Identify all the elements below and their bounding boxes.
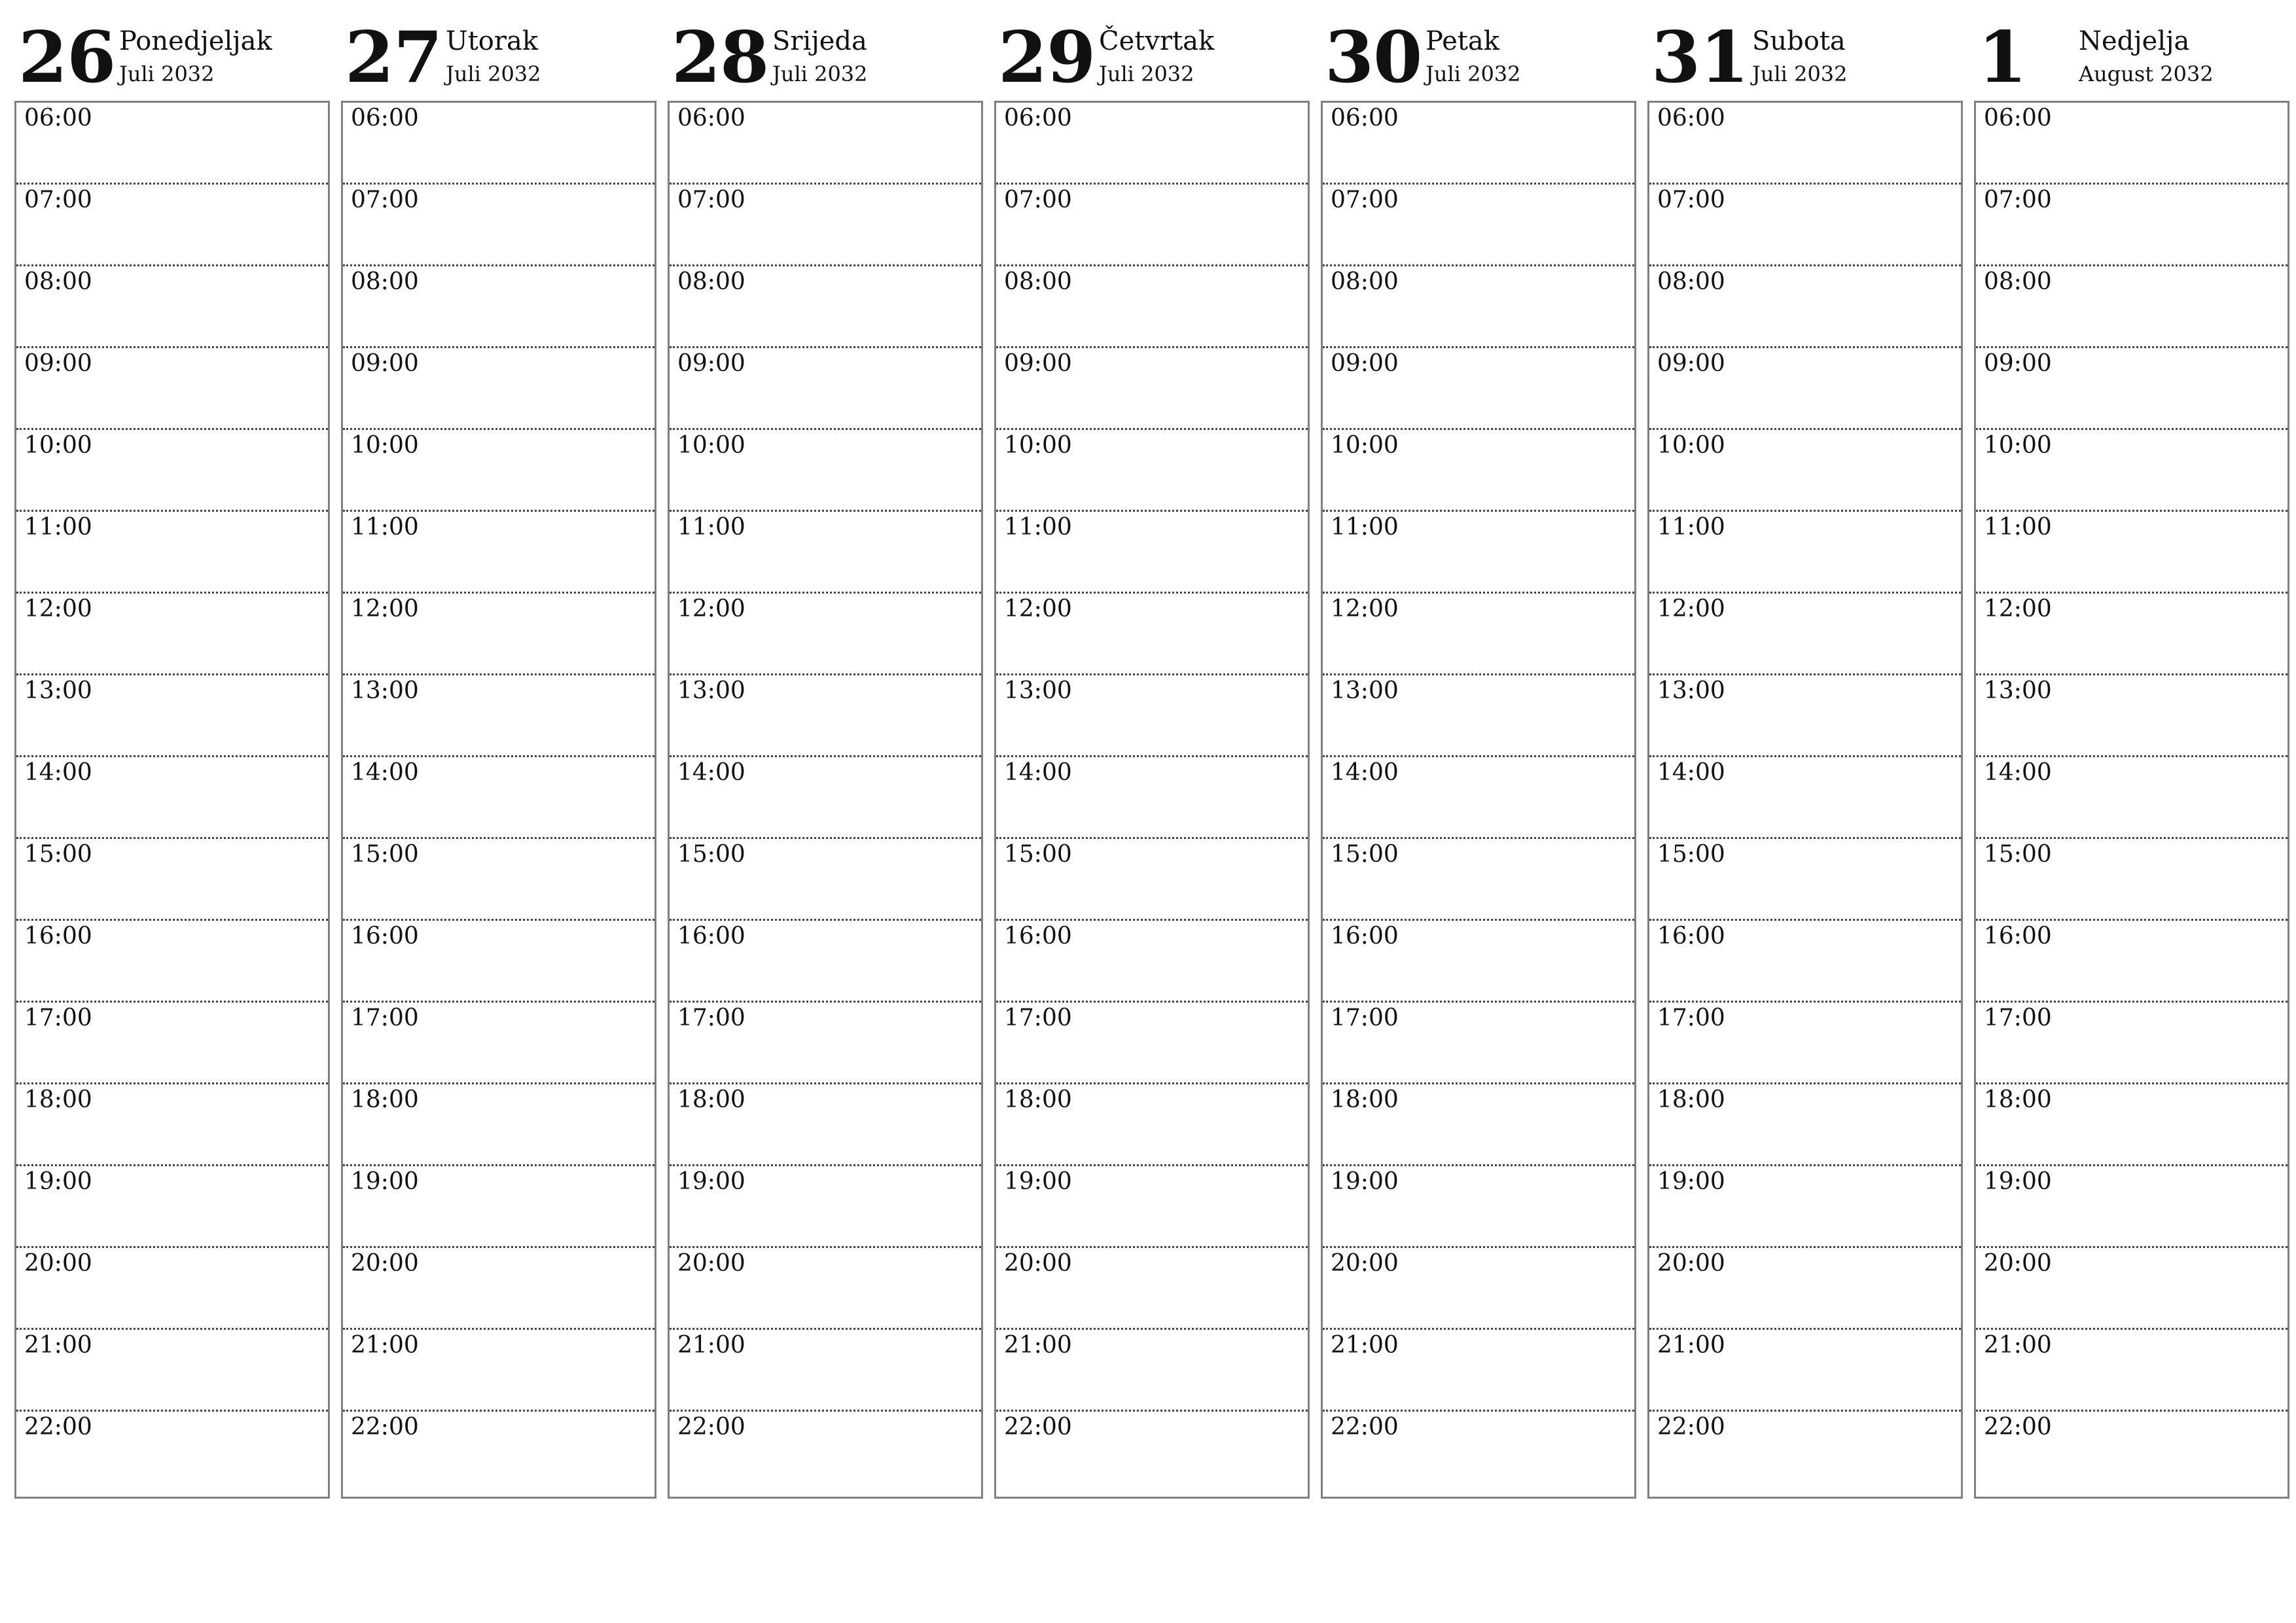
time-label: 19:00 — [677, 1168, 745, 1195]
time-label: 12:00 — [1657, 596, 1725, 622]
time-label: 21:00 — [1984, 1332, 2052, 1359]
day-name: Četvrtak — [1099, 26, 1215, 56]
day-header — [1647, 0, 1962, 101]
time-label: 14:00 — [1004, 759, 1072, 786]
day-column — [668, 0, 982, 1505]
time-label: 08:00 — [1331, 268, 1399, 295]
time-slot[interactable] — [996, 757, 1308, 839]
time-label: 08:00 — [351, 268, 419, 295]
time-slot[interactable] — [343, 430, 655, 512]
time-slot[interactable] — [16, 1412, 328, 1493]
time-label: 06:00 — [1984, 105, 2052, 132]
time-label: 11:00 — [677, 514, 745, 541]
time-slot[interactable] — [670, 430, 981, 512]
time-slot[interactable] — [1976, 1330, 2287, 1412]
day-number: 26 — [18, 16, 116, 99]
time-label: 19:00 — [24, 1168, 92, 1195]
time-label: 14:00 — [351, 759, 419, 786]
time-label: 10:00 — [1004, 432, 1072, 459]
time-slot[interactable] — [1976, 266, 2287, 348]
day-month-year: Juli 2032 — [1426, 62, 1521, 86]
time-label: 14:00 — [1657, 759, 1725, 786]
time-slot[interactable] — [670, 757, 981, 839]
day-number: 28 — [672, 16, 769, 99]
time-slot[interactable] — [1976, 185, 2287, 266]
time-label: 17:00 — [24, 1005, 92, 1031]
time-label: 12:00 — [1331, 596, 1399, 622]
time-label: 07:00 — [1331, 187, 1399, 213]
time-slot[interactable] — [670, 512, 981, 594]
time-label: 12:00 — [24, 596, 92, 622]
time-slot[interactable] — [1649, 1330, 1961, 1412]
time-slot[interactable] — [1976, 1166, 2287, 1248]
time-slot[interactable] — [343, 839, 655, 921]
time-slot[interactable] — [1323, 1248, 1634, 1330]
time-slot[interactable] — [1323, 266, 1634, 348]
time-slot[interactable] — [16, 594, 328, 675]
day-header — [668, 0, 982, 101]
time-slot[interactable] — [996, 1166, 1308, 1248]
time-slot[interactable] — [670, 594, 981, 675]
time-slot[interactable] — [16, 757, 328, 839]
time-slot[interactable] — [1649, 430, 1961, 512]
time-slot[interactable] — [1976, 1248, 2287, 1330]
time-label: 12:00 — [677, 596, 745, 622]
day-schedule-box — [341, 101, 656, 1499]
day-month-year: Juli 2032 — [119, 62, 215, 86]
time-slot[interactable] — [343, 594, 655, 675]
time-label: 11:00 — [24, 514, 92, 541]
time-label: 20:00 — [1004, 1250, 1072, 1277]
time-label: 11:00 — [1984, 514, 2052, 541]
time-slot[interactable] — [1323, 675, 1634, 757]
time-slot[interactable] — [1323, 839, 1634, 921]
time-label: 19:00 — [1331, 1168, 1399, 1195]
time-label: 14:00 — [1331, 759, 1399, 786]
time-slot[interactable] — [996, 1248, 1308, 1330]
time-slot[interactable] — [1323, 1084, 1634, 1166]
day-number: 29 — [998, 16, 1096, 99]
time-label: 10:00 — [1657, 432, 1725, 459]
time-slot[interactable] — [16, 1166, 328, 1248]
time-slot[interactable] — [670, 1166, 981, 1248]
time-label: 06:00 — [677, 105, 745, 132]
time-label: 22:00 — [24, 1414, 92, 1440]
time-slot[interactable] — [343, 512, 655, 594]
day-column — [1647, 0, 1962, 1505]
time-slot[interactable] — [1323, 594, 1634, 675]
time-label: 15:00 — [1657, 841, 1725, 868]
time-label: 06:00 — [1331, 105, 1399, 132]
time-slot[interactable] — [16, 348, 328, 430]
time-label: 19:00 — [1657, 1168, 1725, 1195]
day-month-year: Juli 2032 — [446, 62, 541, 86]
time-slot[interactable] — [996, 430, 1308, 512]
time-label: 21:00 — [24, 1332, 92, 1359]
time-label: 20:00 — [1657, 1250, 1725, 1277]
time-label: 20:00 — [24, 1250, 92, 1277]
time-slot[interactable] — [1976, 512, 2287, 594]
time-label: 09:00 — [1004, 350, 1072, 377]
time-label: 06:00 — [24, 105, 92, 132]
time-label: 11:00 — [1657, 514, 1725, 541]
day-month-year: August 2032 — [2079, 62, 2214, 86]
time-slot[interactable] — [16, 839, 328, 921]
time-label: 12:00 — [1984, 596, 2052, 622]
time-slot[interactable] — [343, 185, 655, 266]
time-slot[interactable] — [1976, 921, 2287, 1003]
day-column — [994, 0, 1308, 1505]
time-label: 10:00 — [1331, 432, 1399, 459]
time-label: 09:00 — [351, 350, 419, 377]
time-label: 11:00 — [1004, 514, 1072, 541]
time-slot[interactable] — [670, 266, 981, 348]
time-slot[interactable] — [1649, 185, 1961, 266]
time-label: 17:00 — [1331, 1005, 1399, 1031]
time-label: 18:00 — [1984, 1086, 2052, 1113]
day-schedule-box — [1647, 101, 1963, 1499]
time-slot[interactable] — [343, 1003, 655, 1084]
time-slot[interactable] — [16, 1003, 328, 1084]
time-label: 18:00 — [1331, 1086, 1399, 1113]
time-slot[interactable] — [996, 675, 1308, 757]
time-label: 21:00 — [1004, 1332, 1072, 1359]
time-slot[interactable] — [343, 675, 655, 757]
time-slot[interactable] — [1649, 103, 1961, 185]
time-slot[interactable] — [16, 921, 328, 1003]
day-header — [341, 0, 655, 101]
time-slot[interactable] — [1976, 103, 2287, 185]
day-column — [1974, 0, 2288, 1505]
time-label: 15:00 — [1984, 841, 2052, 868]
time-slot[interactable] — [1323, 757, 1634, 839]
time-slot[interactable] — [670, 675, 981, 757]
time-label: 18:00 — [24, 1086, 92, 1113]
time-slot[interactable] — [1323, 1412, 1634, 1493]
time-label: 14:00 — [1984, 759, 2052, 786]
time-label: 09:00 — [1984, 350, 2052, 377]
time-label: 15:00 — [677, 841, 745, 868]
time-slot[interactable] — [996, 512, 1308, 594]
time-slot[interactable] — [1649, 266, 1961, 348]
time-label: 08:00 — [24, 268, 92, 295]
time-label: 21:00 — [677, 1332, 745, 1359]
time-label: 15:00 — [351, 841, 419, 868]
time-slot[interactable] — [670, 921, 981, 1003]
time-label: 07:00 — [24, 187, 92, 213]
time-label: 20:00 — [351, 1250, 419, 1277]
time-label: 21:00 — [351, 1332, 419, 1359]
time-slot[interactable] — [1649, 839, 1961, 921]
time-label: 22:00 — [677, 1414, 745, 1440]
time-label: 18:00 — [677, 1086, 745, 1113]
day-header — [14, 0, 329, 101]
time-label: 09:00 — [1331, 350, 1399, 377]
time-slot[interactable] — [996, 348, 1308, 430]
time-label: 13:00 — [1984, 677, 2052, 704]
time-slot[interactable] — [1323, 185, 1634, 266]
time-label: 22:00 — [351, 1414, 419, 1440]
time-slot[interactable] — [343, 103, 655, 185]
time-label: 07:00 — [1004, 187, 1072, 213]
day-schedule-box — [14, 101, 330, 1499]
time-slot[interactable] — [1649, 921, 1961, 1003]
time-slot[interactable] — [1323, 430, 1634, 512]
time-slot[interactable] — [343, 1330, 655, 1412]
time-label: 06:00 — [1004, 105, 1072, 132]
day-name: Ponedjeljak — [119, 26, 272, 56]
time-label: 22:00 — [1984, 1414, 2052, 1440]
time-label: 16:00 — [1331, 923, 1399, 950]
time-slot[interactable] — [996, 266, 1308, 348]
time-label: 15:00 — [24, 841, 92, 868]
time-slot[interactable] — [1323, 103, 1634, 185]
time-slot[interactable] — [1976, 757, 2287, 839]
time-slot[interactable] — [1323, 1003, 1634, 1084]
time-label: 13:00 — [677, 677, 745, 704]
time-label: 16:00 — [677, 923, 745, 950]
time-slot[interactable] — [16, 1084, 328, 1166]
time-slot[interactable] — [1323, 512, 1634, 594]
time-label: 16:00 — [351, 923, 419, 950]
time-slot[interactable] — [1649, 512, 1961, 594]
time-label: 17:00 — [1004, 1005, 1072, 1031]
time-slot[interactable] — [996, 921, 1308, 1003]
time-slot[interactable] — [343, 921, 655, 1003]
day-schedule-box — [1321, 101, 1636, 1499]
time-label: 19:00 — [1984, 1168, 2052, 1195]
time-slot[interactable] — [1976, 430, 2287, 512]
time-label: 09:00 — [1657, 350, 1725, 377]
time-label: 20:00 — [1331, 1250, 1399, 1277]
time-slot[interactable] — [343, 1412, 655, 1493]
time-slot[interactable] — [996, 103, 1308, 185]
time-slot[interactable] — [1649, 594, 1961, 675]
time-label: 07:00 — [677, 187, 745, 213]
time-label: 16:00 — [1984, 923, 2052, 950]
day-month-year: Juli 2032 — [1099, 62, 1194, 86]
time-slot[interactable] — [1976, 594, 2287, 675]
time-slot[interactable] — [1323, 921, 1634, 1003]
time-slot[interactable] — [1976, 348, 2287, 430]
time-label: 18:00 — [1657, 1086, 1725, 1113]
day-number: 1 — [1978, 16, 2027, 99]
time-slot[interactable] — [1976, 1084, 2287, 1166]
day-column — [1321, 0, 1635, 1505]
time-label: 14:00 — [677, 759, 745, 786]
time-slot[interactable] — [1649, 1003, 1961, 1084]
time-slot[interactable] — [343, 1166, 655, 1248]
time-label: 20:00 — [1984, 1250, 2052, 1277]
time-label: 17:00 — [677, 1005, 745, 1031]
time-slot[interactable] — [16, 430, 328, 512]
time-label: 21:00 — [1657, 1332, 1725, 1359]
time-label: 15:00 — [1331, 841, 1399, 868]
day-column — [14, 0, 329, 1505]
day-number: 27 — [345, 16, 442, 99]
time-label: 10:00 — [24, 432, 92, 459]
time-slot[interactable] — [670, 185, 981, 266]
time-slot[interactable] — [996, 1412, 1308, 1493]
time-label: 08:00 — [1984, 268, 2052, 295]
day-schedule-box — [994, 101, 1310, 1499]
day-schedule-box — [668, 101, 983, 1499]
time-label: 13:00 — [1657, 677, 1725, 704]
day-header — [1321, 0, 1635, 101]
time-slot[interactable] — [996, 1084, 1308, 1166]
time-label: 16:00 — [1004, 923, 1072, 950]
time-label: 19:00 — [351, 1168, 419, 1195]
time-slot[interactable] — [1976, 1412, 2287, 1493]
day-month-year: Juli 2032 — [772, 62, 868, 86]
time-slot[interactable] — [343, 348, 655, 430]
time-slot[interactable] — [1976, 675, 2287, 757]
day-name: Utorak — [446, 26, 539, 56]
time-slot[interactable] — [1976, 1003, 2287, 1084]
day-column — [341, 0, 655, 1505]
time-slot[interactable] — [16, 1330, 328, 1412]
time-slot[interactable] — [343, 757, 655, 839]
time-label: 10:00 — [1984, 432, 2052, 459]
time-slot[interactable] — [670, 1003, 981, 1084]
time-label: 16:00 — [1657, 923, 1725, 950]
time-slot[interactable] — [1649, 1166, 1961, 1248]
time-slot[interactable] — [1976, 839, 2287, 921]
time-slot[interactable] — [670, 839, 981, 921]
time-label: 13:00 — [1331, 677, 1399, 704]
time-slot[interactable] — [343, 266, 655, 348]
time-slot[interactable] — [1649, 1084, 1961, 1166]
time-slot[interactable] — [16, 512, 328, 594]
time-label: 06:00 — [351, 105, 419, 132]
time-label: 12:00 — [351, 596, 419, 622]
time-label: 22:00 — [1657, 1414, 1725, 1440]
time-label: 22:00 — [1004, 1414, 1072, 1440]
time-slot[interactable] — [1323, 1330, 1634, 1412]
time-label: 10:00 — [677, 432, 745, 459]
time-label: 09:00 — [24, 350, 92, 377]
time-slot[interactable] — [16, 185, 328, 266]
day-month-year: Juli 2032 — [1752, 62, 1848, 86]
time-label: 13:00 — [24, 677, 92, 704]
time-label: 20:00 — [677, 1250, 745, 1277]
time-label: 13:00 — [1004, 677, 1072, 704]
time-slot[interactable] — [16, 675, 328, 757]
time-label: 11:00 — [1331, 514, 1399, 541]
time-slot[interactable] — [670, 348, 981, 430]
time-label: 07:00 — [1984, 187, 2052, 213]
time-slot[interactable] — [1323, 348, 1634, 430]
time-label: 19:00 — [1004, 1168, 1072, 1195]
day-schedule-box — [1974, 101, 2289, 1499]
time-label: 06:00 — [1657, 105, 1725, 132]
time-label: 15:00 — [1004, 841, 1072, 868]
time-slot[interactable] — [343, 1084, 655, 1166]
time-slot[interactable] — [16, 103, 328, 185]
time-slot[interactable] — [1649, 1412, 1961, 1493]
time-slot[interactable] — [996, 839, 1308, 921]
time-slot[interactable] — [343, 1248, 655, 1330]
time-slot[interactable] — [996, 1003, 1308, 1084]
time-label: 08:00 — [1657, 268, 1725, 295]
time-slot[interactable] — [670, 1412, 981, 1493]
day-name: Nedjelja — [2079, 26, 2190, 56]
time-label: 18:00 — [351, 1086, 419, 1113]
time-slot[interactable] — [670, 1248, 981, 1330]
day-header — [1974, 0, 2288, 101]
time-label: 22:00 — [1331, 1414, 1399, 1440]
time-slot[interactable] — [1649, 348, 1961, 430]
time-label: 12:00 — [1004, 596, 1072, 622]
day-name: Subota — [1752, 26, 1846, 56]
time-slot[interactable] — [670, 1084, 981, 1166]
time-label: 14:00 — [24, 759, 92, 786]
time-slot[interactable] — [1649, 757, 1961, 839]
day-number: 31 — [1651, 16, 1749, 99]
time-slot[interactable] — [996, 594, 1308, 675]
time-slot[interactable] — [16, 1248, 328, 1330]
time-slot[interactable] — [670, 103, 981, 185]
time-label: 07:00 — [351, 187, 419, 213]
time-label: 17:00 — [351, 1005, 419, 1031]
time-label: 17:00 — [1657, 1005, 1725, 1031]
time-label: 07:00 — [1657, 187, 1725, 213]
time-slot[interactable] — [996, 1330, 1308, 1412]
day-header — [994, 0, 1308, 101]
time-slot[interactable] — [670, 1330, 981, 1412]
day-number: 30 — [1325, 16, 1422, 99]
time-label: 18:00 — [1004, 1086, 1072, 1113]
time-label: 13:00 — [351, 677, 419, 704]
time-label: 17:00 — [1984, 1005, 2052, 1031]
time-label: 09:00 — [677, 350, 745, 377]
day-name: Srijeda — [772, 26, 867, 56]
time-slot[interactable] — [1323, 1166, 1634, 1248]
time-slot[interactable] — [1649, 675, 1961, 757]
time-slot[interactable] — [1649, 1248, 1961, 1330]
day-name: Petak — [1426, 26, 1499, 56]
time-label: 10:00 — [351, 432, 419, 459]
time-label: 08:00 — [677, 268, 745, 295]
time-label: 21:00 — [1331, 1332, 1399, 1359]
time-slot[interactable] — [996, 185, 1308, 266]
time-label: 11:00 — [351, 514, 419, 541]
time-label: 16:00 — [24, 923, 92, 950]
time-label: 08:00 — [1004, 268, 1072, 295]
time-slot[interactable] — [16, 266, 328, 348]
